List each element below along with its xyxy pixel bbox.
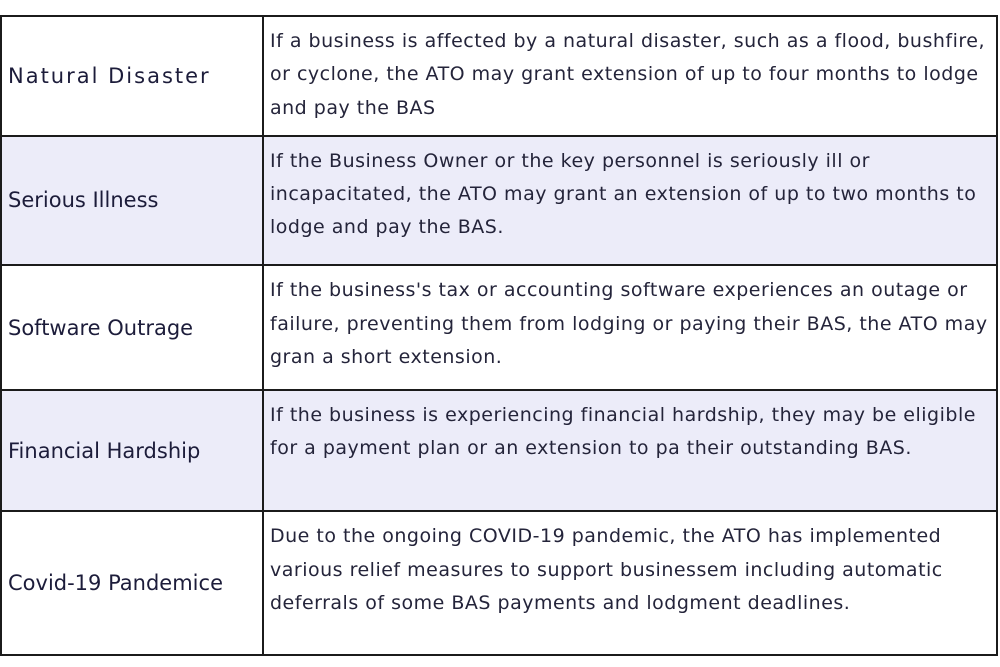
table-row (2, 266, 996, 391)
table-row (2, 137, 996, 267)
row-description: If the business is experiencing financial hardship, they may be eligible for a payment plan or an extension to pa their outstanding BAS. (270, 403, 976, 460)
row-label: Financial Hardship (2, 391, 264, 511)
row-label: Covid-19 Pandemice (2, 512, 264, 654)
table-row (2, 512, 996, 654)
row-description: If the Business Owner or the key personnel is seriously ill or incapacitated, the ATO may grant an extension of up to two months to lodge and pay the BAS. (270, 149, 977, 239)
row-label: Natural Disaster (2, 17, 264, 135)
extension-reasons-table (0, 15, 998, 656)
row-description: Due to the ongoing COVID-19 pandemic, the ATO has implemented various relief measures to support businessem including automatic deferrals of some BAS payments and lodgment deadlines. (270, 525, 943, 615)
table-row (2, 391, 996, 513)
table-row (2, 17, 996, 137)
row-description: If a business is affected by a natural disaster, such as a flood, bushfire, or cyclone, the ATO may grant extension of up to four months to lodge and pay the BAS (270, 30, 985, 119)
row-label: Serious Illness (2, 137, 264, 265)
row-label: Software Outrage (2, 266, 264, 389)
row-description: If the business's tax or accounting software experiences an outage or failure, preventing them from lodging or paying their BAS, the ATO may gran a short extension. (270, 279, 988, 368)
